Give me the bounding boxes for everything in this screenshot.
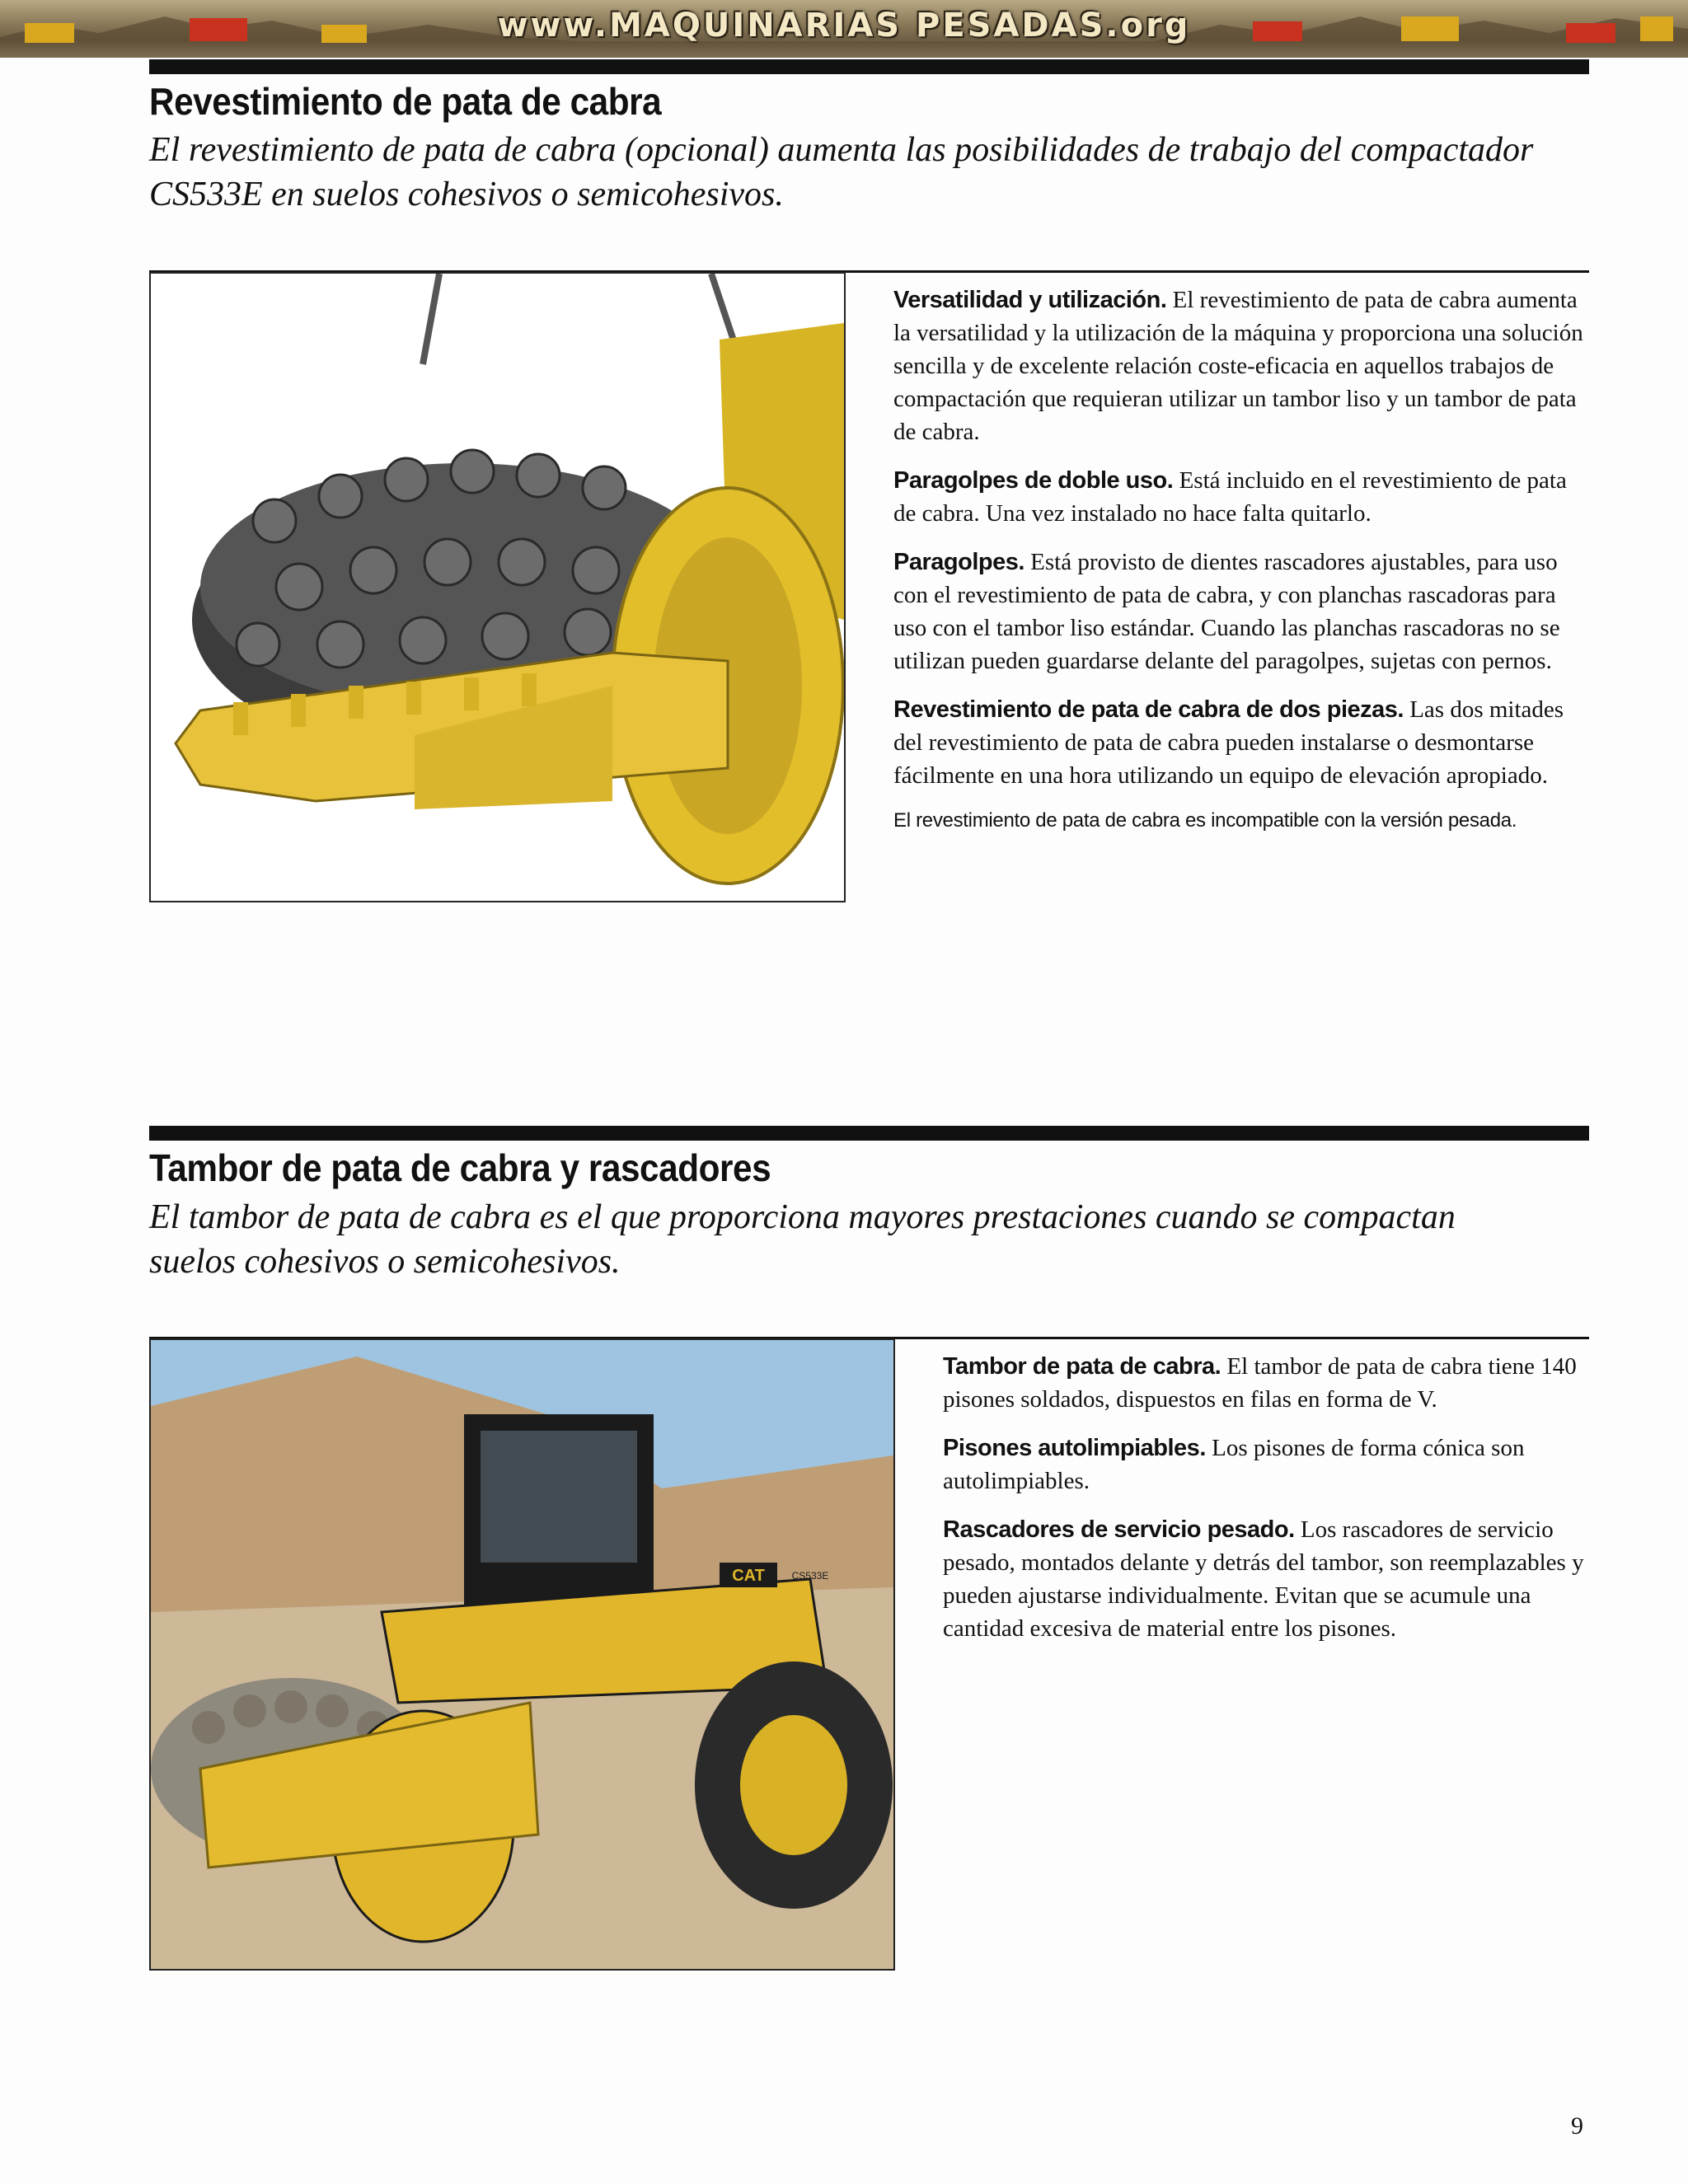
section-subtitle: El revestimiento de pata de cabra (opcional) aumenta las posibilidades de trabajo del compactador CS533E en suelos cohesivos o semicohesivos. (149, 131, 1534, 213)
feature-text: Está provisto de dientes rascadores ajustables, para uso con el revestimiento de pata de cabra, y con planchas rascadoras para uso con el tambor liso estándar. Cuando las planchas rascadoras no se utilizan pueden guardarse delante del paragolpes, sujetas con pernos. (893, 549, 1560, 674)
compactor-illustration (151, 1340, 893, 1969)
feature-text: Está incluido en el revestimiento de pata de cabra. Una vez instalado no hace falta quitarlo. (893, 467, 1567, 527)
feature-text: El tambor de pata de cabra tiene 140 pisones soldados, dispuestos en filas en forma de V. (943, 1353, 1577, 1413)
model-decal: CS533E (791, 1570, 829, 1582)
site-banner (0, 0, 1688, 58)
feature-item (893, 464, 1586, 530)
feature-item (943, 1432, 1586, 1497)
padfoot-shell-photo (149, 272, 846, 902)
feature-text: Los rascadores de servicio pesado, montados delante y detrás del tambor, son reemplazables y pueden ajustarse individualmente. Evitan que se acumule una cantidad excesiva de material entre los pisones. (943, 1516, 1584, 1642)
feature-lead: Rascadores de servicio pesado. (943, 1516, 1295, 1543)
feature-lead: Paragolpes de doble uso. (893, 467, 1174, 494)
section-rule (149, 1126, 1589, 1141)
feature-list (893, 284, 1586, 850)
feature-text: Las dos mitades del revestimiento de pata de cabra pueden instalarse o desmontarse fácilmente en una hora utilizando un equipo de elevación apropiado. (893, 696, 1564, 789)
cat-badge: CAT (732, 1567, 765, 1585)
feature-text: Los pisones de forma cónica son autolimpiables. (943, 1435, 1525, 1494)
feature-lead: Tambor de pata de cabra. (943, 1353, 1221, 1380)
padfoot-drum-photo (149, 1338, 895, 1971)
section-subtitle: El tambor de pata de cabra es el que proporciona mayores prestaciones cuando se compactan suelos cohesivos o semicohesivos. (149, 1198, 1456, 1281)
feature-item (943, 1350, 1586, 1416)
feature-lead: Revestimiento de pata de cabra de dos piezas. (893, 696, 1404, 723)
page-number: 9 (1571, 2112, 1583, 2139)
padfoot-shell-illustration (151, 274, 844, 901)
feature-lead: Paragolpes. (893, 549, 1025, 575)
feature-list (943, 1350, 1586, 1661)
feature-item (943, 1513, 1586, 1645)
banner-text: www.MAQUINARIAS PESADAS.org (497, 7, 1191, 45)
feature-text: El revestimiento de pata de cabra aumenta la versatilidad y la utilización de la máquina y proporciona una solución sencilla y de excelente relación coste-eficacia en aquellos trabajos de compactación que requieran utilizar un tambor liso y un tambor de pata de cabra. (893, 287, 1583, 445)
section-title: Revestimiento de pata de cabra (149, 80, 662, 123)
feature-lead: Pisones autolimpiables. (943, 1435, 1206, 1461)
feature-item (893, 284, 1586, 448)
feature-item (893, 546, 1586, 677)
compatibility-note: El revestimiento de pata de cabra es incompatible con la versión pesada. (893, 809, 1517, 832)
section-rule (149, 59, 1589, 74)
feature-lead: Versatilidad y utilización. (893, 287, 1167, 313)
feature-item (893, 693, 1586, 792)
section-title: Tambor de pata de cabra y rascadores (149, 1146, 771, 1189)
